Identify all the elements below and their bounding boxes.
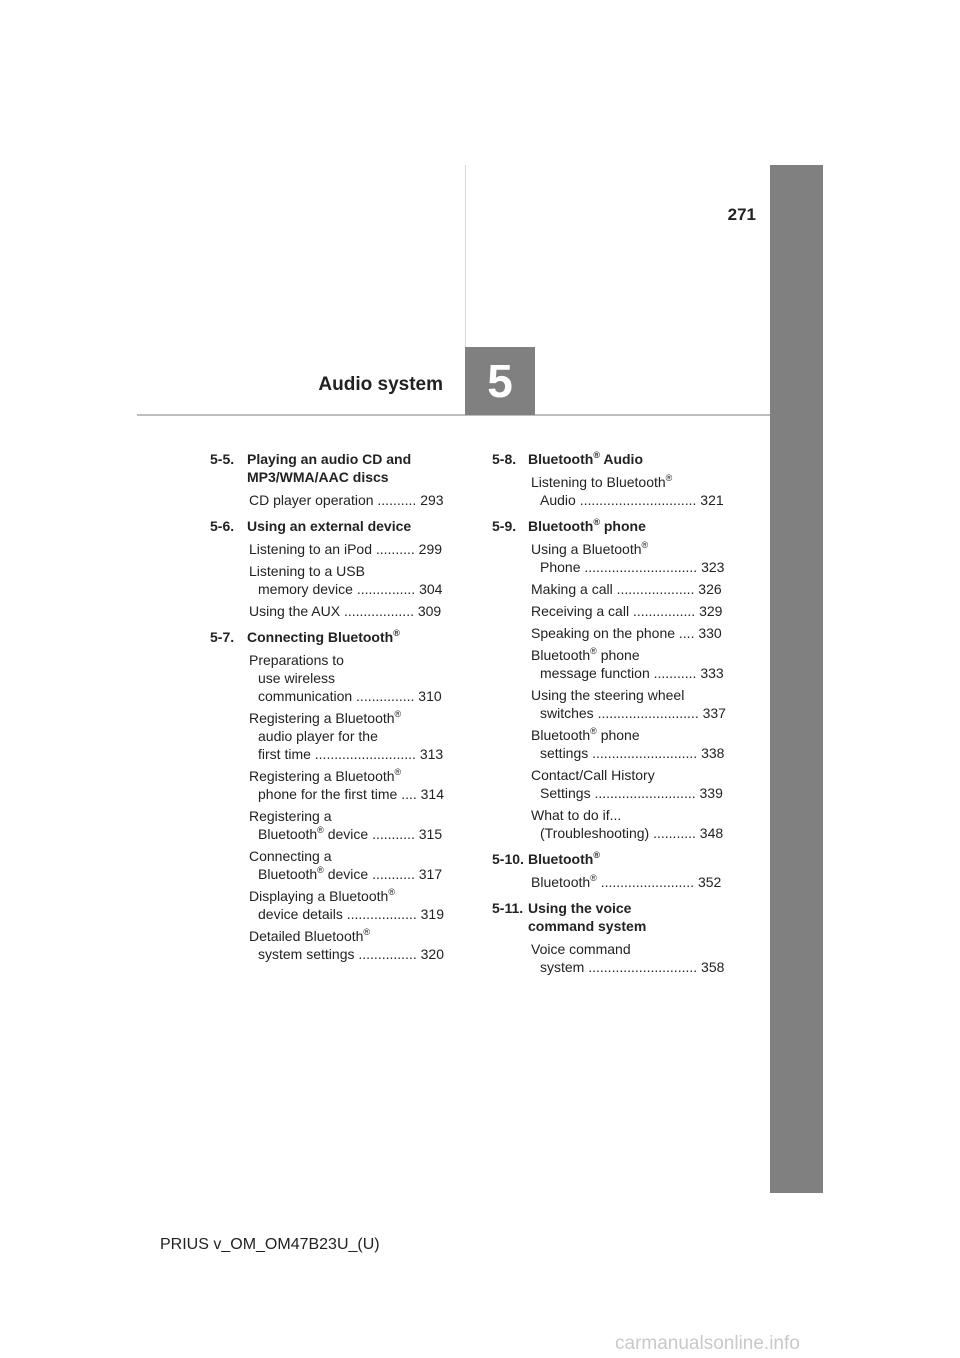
toc-entry-text: Bluetooth® phone message function <box>531 646 650 681</box>
toc-page-number: 348 <box>699 825 724 841</box>
toc-page-number: 337 <box>702 705 726 721</box>
section-number: 5-6. <box>210 518 235 534</box>
section-heading-text: Bluetooth® <box>528 850 600 867</box>
toc-leader-dots: .................. <box>343 603 414 619</box>
toc-page-number: 317 <box>418 866 443 882</box>
chapter-side-tab <box>770 165 823 1193</box>
section-heading-text: Bluetooth® phone <box>528 517 646 534</box>
toc-entry-text: Listening to Bluetooth® Audio <box>531 473 673 508</box>
section-heading-text: Bluetooth® Audio <box>528 450 643 467</box>
toc-leader-dots: ............... <box>356 581 416 597</box>
toc-leader-dots: ................ <box>632 603 696 619</box>
toc-entry-text: Bluetooth® <box>531 873 597 890</box>
toc-column-right <box>492 450 739 976</box>
toc-entry-text: CD player operation <box>249 492 374 508</box>
section-heading-text: Using an external device <box>247 518 412 534</box>
toc-leader-dots: .... <box>678 625 695 641</box>
toc-page-number: 299 <box>418 541 443 557</box>
toc-leader-dots: .......... <box>375 541 415 557</box>
toc-leader-dots: ........... <box>372 866 415 882</box>
toc-page-number: 323 <box>701 559 725 575</box>
toc-section-heading <box>492 450 739 468</box>
toc-entry[interactable] <box>531 473 739 509</box>
toc-entry[interactable] <box>249 927 458 963</box>
toc-entry-text: Preparations to use wireless communication <box>249 652 353 704</box>
toc-leader-dots: .......... <box>377 492 417 508</box>
toc-entry-text: Contact/Call History Settings <box>531 767 655 801</box>
toc-leader-dots: ........................... <box>592 745 698 761</box>
toc-page-number: 358 <box>701 959 725 975</box>
section-title: Audio system <box>318 374 443 395</box>
toc-entry-text: Using a Bluetooth® Phone <box>531 540 649 575</box>
toc-leader-dots: .............................. <box>579 492 697 508</box>
toc-entry[interactable] <box>249 562 458 598</box>
toc-entry-text: Registering a Bluetooth® audio player for the first time <box>249 709 402 762</box>
toc-entry-text: Registering a Bluetooth® phone for the first time <box>249 767 402 802</box>
toc-page-number: 313 <box>419 746 444 762</box>
toc-page-number: 333 <box>700 665 724 681</box>
toc-page-number: 314 <box>420 786 444 802</box>
toc-section-heading <box>492 517 739 535</box>
toc-leader-dots: .......................... <box>594 785 696 801</box>
toc-section-heading <box>492 899 739 935</box>
toc-entry[interactable] <box>249 602 458 620</box>
toc-entry[interactable] <box>249 540 458 558</box>
toc-entry[interactable] <box>249 847 458 883</box>
toc-leader-dots: ........... <box>653 825 696 841</box>
toc-entry-text: Registering a Bluetooth® device <box>249 808 369 842</box>
toc-page-number: 321 <box>700 492 724 508</box>
toc-leader-dots: ............... <box>358 946 417 962</box>
toc-entry-text: Connecting a Bluetooth® device <box>249 848 369 882</box>
toc-leader-dots: ............................. <box>584 559 698 575</box>
toc-entry[interactable] <box>531 806 739 842</box>
toc-entry-text: Speaking on the phone <box>531 625 676 641</box>
section-number: 5-5. <box>210 451 235 467</box>
toc-page-number: 338 <box>701 745 725 761</box>
toc-entry[interactable] <box>531 940 739 976</box>
toc-entry[interactable] <box>249 709 458 763</box>
toc-section-heading <box>492 850 739 868</box>
toc-page-number: 293 <box>420 492 444 508</box>
toc-entry[interactable] <box>531 646 739 682</box>
toc-entry-text: Making a call <box>531 581 613 597</box>
toc-section-heading <box>210 628 458 646</box>
toc-entry[interactable] <box>249 807 458 843</box>
chapter-number-box: 5 <box>465 347 535 415</box>
section-heading-text: Using the voice command system <box>528 900 647 934</box>
toc-leader-dots: .... <box>401 786 417 802</box>
section-number: 5-8. <box>492 451 517 467</box>
toc-entry-text: Receiving a call <box>531 603 630 619</box>
toc-entry[interactable] <box>531 602 739 620</box>
toc-leader-dots: ............... <box>356 688 415 704</box>
toc-entry[interactable] <box>531 540 739 576</box>
toc-leader-dots: ........................ <box>600 874 695 890</box>
toc-column-left <box>210 450 458 963</box>
toc-entry[interactable] <box>531 580 739 598</box>
toc-page-number: 330 <box>698 625 722 641</box>
toc-entry-text: Using the steering wheel switches <box>531 687 685 721</box>
toc-page-number: 315 <box>418 826 443 842</box>
toc-entry-text: Voice command system <box>531 941 631 975</box>
toc-entry-text: What to do if... (Troubleshooting) <box>531 807 650 841</box>
toc-entry[interactable] <box>531 686 739 722</box>
toc-entry-text: Detailed Bluetooth® system settings <box>249 927 371 962</box>
toc-entry-text: Listening to an iPod <box>249 541 372 557</box>
toc-leader-dots: ........... <box>653 665 697 681</box>
section-number: 5-11. <box>492 900 524 916</box>
toc-leader-dots: .......................... <box>314 746 416 762</box>
toc-entry[interactable] <box>531 766 739 802</box>
header-rule <box>137 414 770 416</box>
toc-page-number: 310 <box>418 688 442 704</box>
toc-entry[interactable] <box>249 887 458 923</box>
toc-page-number: 326 <box>698 581 722 597</box>
toc-page-number: 309 <box>417 603 442 619</box>
toc-page-number: 339 <box>699 785 723 801</box>
toc-leader-dots: ........... <box>372 826 415 842</box>
toc-entry[interactable] <box>249 491 458 509</box>
toc-leader-dots: .................. <box>346 906 417 922</box>
toc-entry[interactable] <box>531 873 739 891</box>
page-number: 271 <box>727 205 756 224</box>
toc-leader-dots: ............................ <box>588 959 698 975</box>
toc-entry[interactable] <box>249 767 458 803</box>
toc-leader-dots: .......................... <box>597 705 699 721</box>
toc-entry-text: Using the AUX <box>249 603 341 619</box>
toc-page-number: 329 <box>699 603 723 619</box>
toc-page-number: 352 <box>697 874 722 890</box>
toc-section-heading <box>210 450 458 486</box>
toc-entry-text: Listening to a USB memory device <box>249 563 365 597</box>
toc-page-number: 304 <box>419 581 443 597</box>
toc-entry-text: Displaying a Bluetooth® device details <box>249 887 395 922</box>
toc-page-number: 319 <box>420 906 444 922</box>
toc-entry[interactable] <box>249 651 458 705</box>
section-number: 5-10. <box>492 851 524 867</box>
section-heading-text: Connecting Bluetooth® <box>247 628 400 645</box>
section-number: 5-9. <box>492 518 517 534</box>
toc-entry-text: Bluetooth® phone settings <box>531 726 640 761</box>
section-heading-text: Playing an audio CD and MP3/WMA/AAC discs <box>247 451 412 485</box>
toc-entry[interactable] <box>531 624 739 642</box>
footer-document-code: PRIUS v_OM_OM47B23U_(U) <box>160 1236 380 1253</box>
toc-entry[interactable] <box>531 726 739 762</box>
toc-section-heading <box>210 517 458 535</box>
toc-page-number: 320 <box>420 946 444 962</box>
toc-leader-dots: .................... <box>616 581 695 597</box>
section-number: 5-7. <box>210 629 235 645</box>
watermark: carmanualsonline.info <box>615 1333 800 1354</box>
